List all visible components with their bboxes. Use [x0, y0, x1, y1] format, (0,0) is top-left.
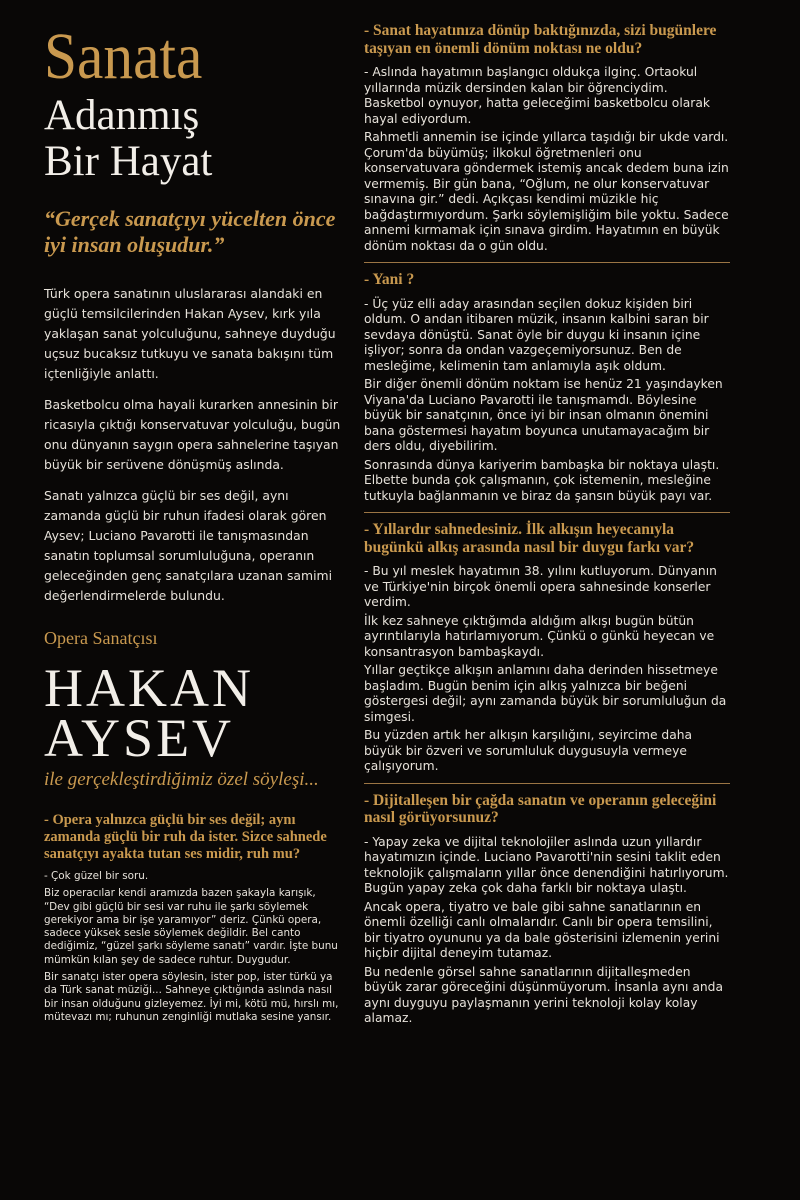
interview-answer: [364, 65, 730, 254]
answer-paragraph: - Üç yüz elli aday arasından seçilen dokuz kişiden biri oldum. O andan itibaren müzik, insanın kalbini saran bir sevdaya dönüştü. Sanat öyle bir duygu ki insanın içine işliyor; sonra da ondan vazgeçemiyorsunuz. Ben de mesleğime, kelimenin tam anlamıyla aşık oldum.: [364, 296, 709, 373]
answer-paragraph: Bir diğer önemli dönüm noktam ise henüz 21 yaşındayken Viyana'da Luciano Pavarotti ile tanışmamdı. Böylesine büyük bir sanatçının, önce iyi bir insan olmanın önemini bana göstermesi hayatım boyunca unutamayacağım bir ders oldu, diyebilirim.: [364, 377, 723, 453]
interview-question: - Dijitalleşen bir çağda sanatın ve operanın geleceğini nasıl görüyorsunuz?: [364, 791, 717, 826]
section-divider: [364, 262, 730, 263]
answer-paragraph: - Aslında hayatımın başlangıcı oldukça ilginç. Ortaokul yıllarında müzik dersinden kalan bir öğrenciydim. Basketbol oynuyor, hatta geleceğimi basketbolcu olarak hayal ediyordum.: [364, 65, 710, 126]
interview-question: - Sanat hayatınıza dönüp baktığınızda, sizi bugünlere taşıyan en önemli dönüm noktası ne oldu?: [364, 22, 717, 57]
answer-paragraph: Rahmetli annemin ise içinde yıllarca taşıdığı bir ukde vardı. Çorum'da büyümüş; ilkokul öğretmenleri onu konservatuvara göndermek istemiş ancak dedem buna izin vermemiş. Bir gün bana, “Oğlum, ne olur konservatuvar sınavına gir.” dedi. Açıkçası kendimi müzikle hiç bağdaştırmıyordum. Şarkı söylemişliğim bile yoktu. Sadece annemi kırmamak için sınava girdim. Hayatımın en büyük dönüm noktası da o gün oldu.: [364, 130, 729, 253]
interview-answer: [364, 297, 730, 505]
intro-paragraph: Basketbolcu olma hayali kurarken annesinin bir ricasıyla çıktığı konservatuvar yolculuğu, bugün onu dünyanın saygın opera sahnelerine taşıyan büyük bir serüvene dönüşmüş aslında.: [44, 397, 341, 472]
interview-answer: [364, 564, 730, 775]
answer-paragraph: - Çok güzel bir soru.: [44, 870, 149, 882]
answer-paragraph: Bu yüzden artık her alkışın karşılığını, seyircime daha büyük bir özveri ve sorumluluk duygusuyla vermeye çalışıyorum.: [364, 728, 693, 773]
intro-text: [44, 284, 344, 606]
interview-answer: [44, 870, 344, 1024]
answer-paragraph: İlk kez sahneye çıktığımda aldığım alkışı bugün bütün ayrıntılarıyla hatırlamıyorum. Çünkü o günkü heyecan ve konsantrasyon bambaşkaydı.: [364, 613, 715, 659]
pull-quote: “Gerçek sanatçıyı yücelten önce iyi insan oluşudur.”: [44, 206, 336, 257]
intro-paragraph: Sanatı yalnızca güçlü bir ses değil, aynı zamanda güçlü bir ruhun ifadesi olarak gören Aysev; Luciano Pavarotti ile tanışmasından sanatın toplumsal sorumluluğuna, operanın geleceğinden genç sanatçılara uzanan samimi değerlendirmelerde bulundu.: [44, 488, 333, 603]
byline-subtitle: ile gerçekleştirdiğimiz özel söyleşi...: [44, 769, 319, 790]
section-divider: [364, 783, 730, 784]
left-column: [44, 22, 344, 1024]
answer-paragraph: Biz operacılar kendi aramızda bazen şakayla karışık, “Dev gibi güçlü bir sesi var ruhu ile şarkı söylemek gerekiyor ama bir işe yaramıyor” deriz. Çünkü opera, sadece yüksek sesle söylemek değildir. Bel canto dediğimiz, “güzel şarkı söyleme sanatı” vardır. İşte bunu mümkün kılan şey de sadece ruhtur. Duygudur.: [44, 887, 338, 966]
answer-paragraph: Ancak opera, tiyatro ve bale gibi sahne sanatlarının en önemli özelliği canlı olmalarıdır. Canlı bir opera temsilini, bir tiyatro oyununu ya da bale gösterisini izlemenin yerini hiçbir dijital deneyim tutamaz.: [364, 899, 720, 960]
byline-name-first: HAKAN: [44, 658, 254, 718]
answer-paragraph: - Yapay zeka ve dijital teknolojiler aslında uzun yıllardır hayatımızın içinde. Luciano Pavarotti'nin sesini taklit eden teknolojik çalışmaların yıllar önce denendiğini hatırlıyorum. Bugün yapay zeka çok daha farklı bir noktaya ulaştı.: [364, 834, 729, 895]
headline-line-2: Adanmış: [44, 92, 200, 139]
byline-name: [44, 658, 344, 768]
interview-question: - Yıllardır sahnedesiniz. İlk alkışın heyecanıyla bugünkü alkış arasında nasıl bir duygu farkı var?: [364, 521, 695, 556]
byline-role: Opera Sanatçısı: [44, 628, 158, 648]
section-divider: [364, 512, 730, 513]
interview-question: - Opera yalnızca güçlü bir ses değil; aynı zamanda güçlü bir ruh da ister. Sizce sahnede sanatçıyı ayakta tutan ses midir, ruh mu?: [44, 812, 327, 862]
byline-name-last: AYSEV: [44, 708, 235, 768]
answer-paragraph: Sonrasında dünya kariyerim bambaşka bir noktaya ulaştı. Elbette bunda çok çalışmanın, çok istemenin, mesleğine tutkuyla bağlanmanın ve biraz da şansın büyük payı var.: [364, 457, 720, 503]
interview-question: - Yani ?: [364, 271, 415, 288]
answer-paragraph: Yıllar geçtikçe alkışın anlamını daha derinden hissetmeye başladım. Bugün benim için alkış yalnızca bir beğeni göstergesi değil; aynı zamanda büyük bir sorumluluğun da simgesi.: [364, 663, 727, 724]
answer-paragraph: - Bu yıl meslek hayatımın 38. yılını kutluyorum. Dünyanın ve Türkiye'nin birçok önemli opera sahnesinde konserler verdim.: [364, 564, 717, 609]
headline-line-3: Bir Hayat: [44, 138, 213, 185]
headline-main: Sanata: [44, 20, 203, 93]
answer-paragraph: Bir sanatçı ister opera söylesin, ister pop, ister türkü ya da Türk sanat müziği... Sahneye çıktığında aslında nasıl bir insan olduğunu gizleyemez. İyi mi, kötü mü, hırslı mı, mütevazı mı; ruhunun zenginliği mutlaka sesine yansır.: [44, 971, 339, 1023]
interview-answer: [364, 835, 730, 1027]
answer-paragraph: Bu nedenle görsel sahne sanatlarının dijitalleşmeden büyük zarar göreceğini düşünmüyorum. İnsanla aynı anda aynı duyguyu paylaşmanın yerini teknoloji kolay kolay alamaz.: [364, 964, 724, 1025]
intro-paragraph: Türk opera sanatının uluslararası alandaki en güçlü temsilcilerinden Hakan Aysev, kırk yıla yaklaşan sanat yolculuğunu, sahneye duyduğu uçsuz bucaksız tutkuyu ve sanata bakışını tüm içtenliğiyle anlattı.: [44, 286, 336, 381]
right-column: [364, 22, 730, 1027]
